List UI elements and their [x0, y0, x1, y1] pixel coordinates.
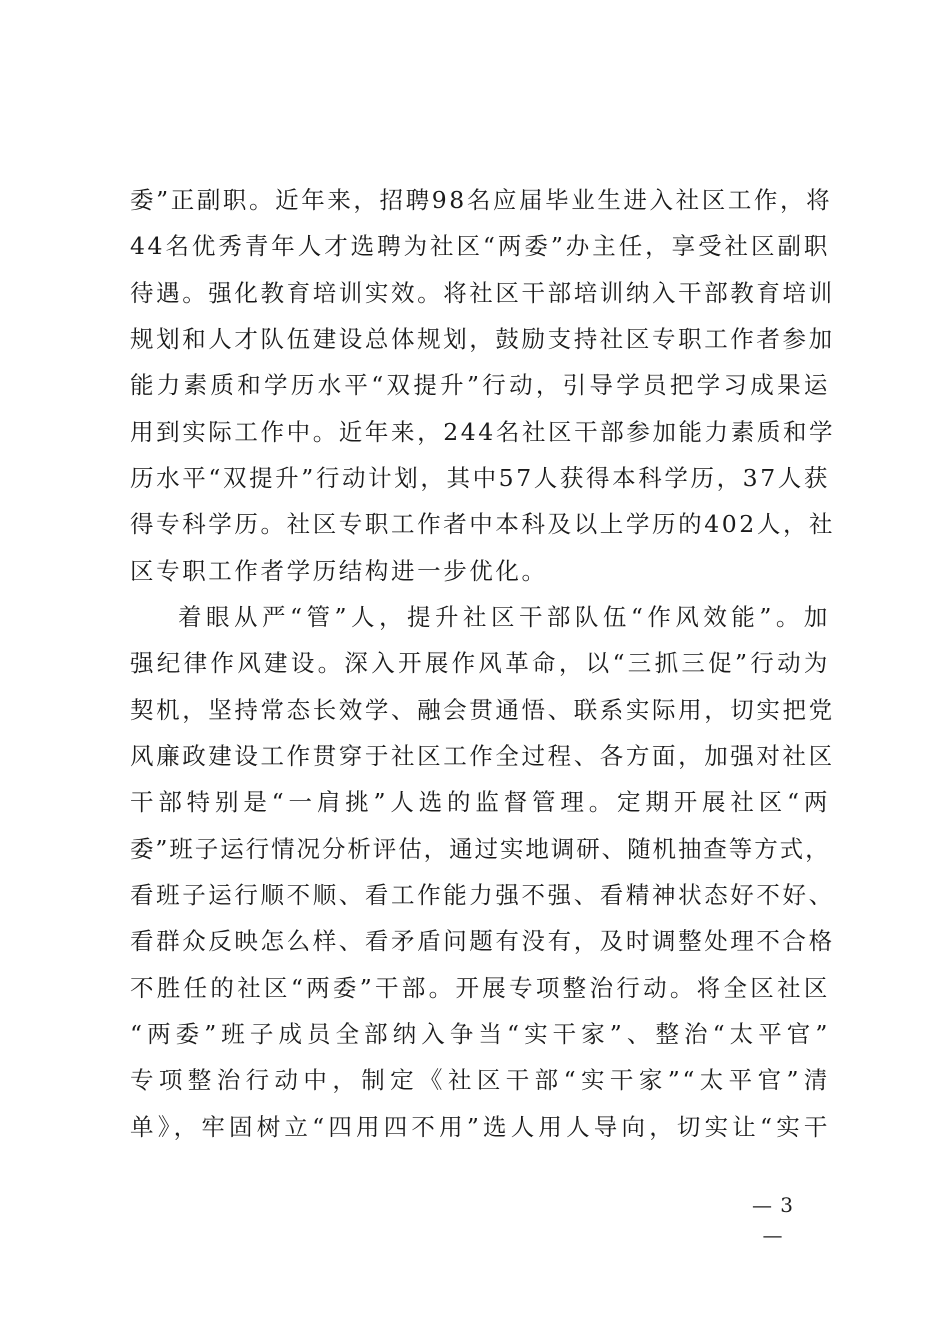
- text-line: 历水平“双提升”行动计划，其中57人获得本科学历，37人获: [130, 464, 830, 492]
- text-line: 得专科学历。社区专职工作者中本科及以上学历的402人，社: [130, 510, 836, 538]
- text-line: 看班子运行顺不顺、看工作能力强不强、看精神状态好不好、: [130, 881, 835, 909]
- text-line-paragraph-start: 着眼从严“管”人，提升社区干部队伍“作风效能”。加: [178, 603, 830, 631]
- text-line: 单》，牢固树立“四用四不用”选人用人导向，切实让“实干: [130, 1113, 830, 1141]
- text-line: 委”班子运行情况分析评估，通过实地调研、随机抽查等方式，: [130, 835, 830, 863]
- text-line: 不胜任的社区“两委”干部。开展专项整治行动。将全区社区: [130, 974, 830, 1002]
- text-line: 干部特别是“一肩挑”人选的监督管理。定期开展社区“两: [130, 788, 830, 816]
- text-line: 风廉政建设工作贯穿于社区工作全过程、各方面，加强对社区: [130, 742, 835, 770]
- text-line: 强纪律作风建设。深入开展作风革命，以“三抓三促”行动为: [130, 649, 830, 677]
- text-line: 委”正副职。近年来，招聘98名应届毕业生进入社区工作，将: [130, 186, 833, 214]
- text-line: 用到实际工作中。近年来，244名社区干部参加能力素质和学: [130, 418, 836, 446]
- text-line: 待遇。强化教育培训实效。将社区干部培训纳入干部教育培训: [130, 279, 835, 307]
- text-line-paragraph-end: 区专职工作者学历结构进一步优化。: [130, 557, 548, 585]
- text-line: 看群众反映怎么样、看矛盾问题有没有，及时调整处理不合格: [130, 927, 835, 955]
- text-line: 专项整治行动中，制定《社区干部“实干家”“太平官”清: [130, 1066, 830, 1094]
- text-line: “两委”班子成员全部纳入争当“实干家”、整治“太平官”: [130, 1020, 830, 1048]
- text-line: 规划和人才队伍建设总体规划，鼓励支持社区专职工作者参加: [130, 325, 835, 353]
- page-number: — 3 —: [751, 1193, 795, 1247]
- text-line: 契机，坚持常态长效学、融会贯通悟、联系实际用，切实把党: [130, 696, 835, 724]
- text-line: 能力素质和学历水平“双提升”行动，引导学员把学习成果运: [130, 371, 830, 399]
- text-line: 44名优秀青年人才选聘为社区“两委”办主任，享受社区副职: [130, 232, 830, 260]
